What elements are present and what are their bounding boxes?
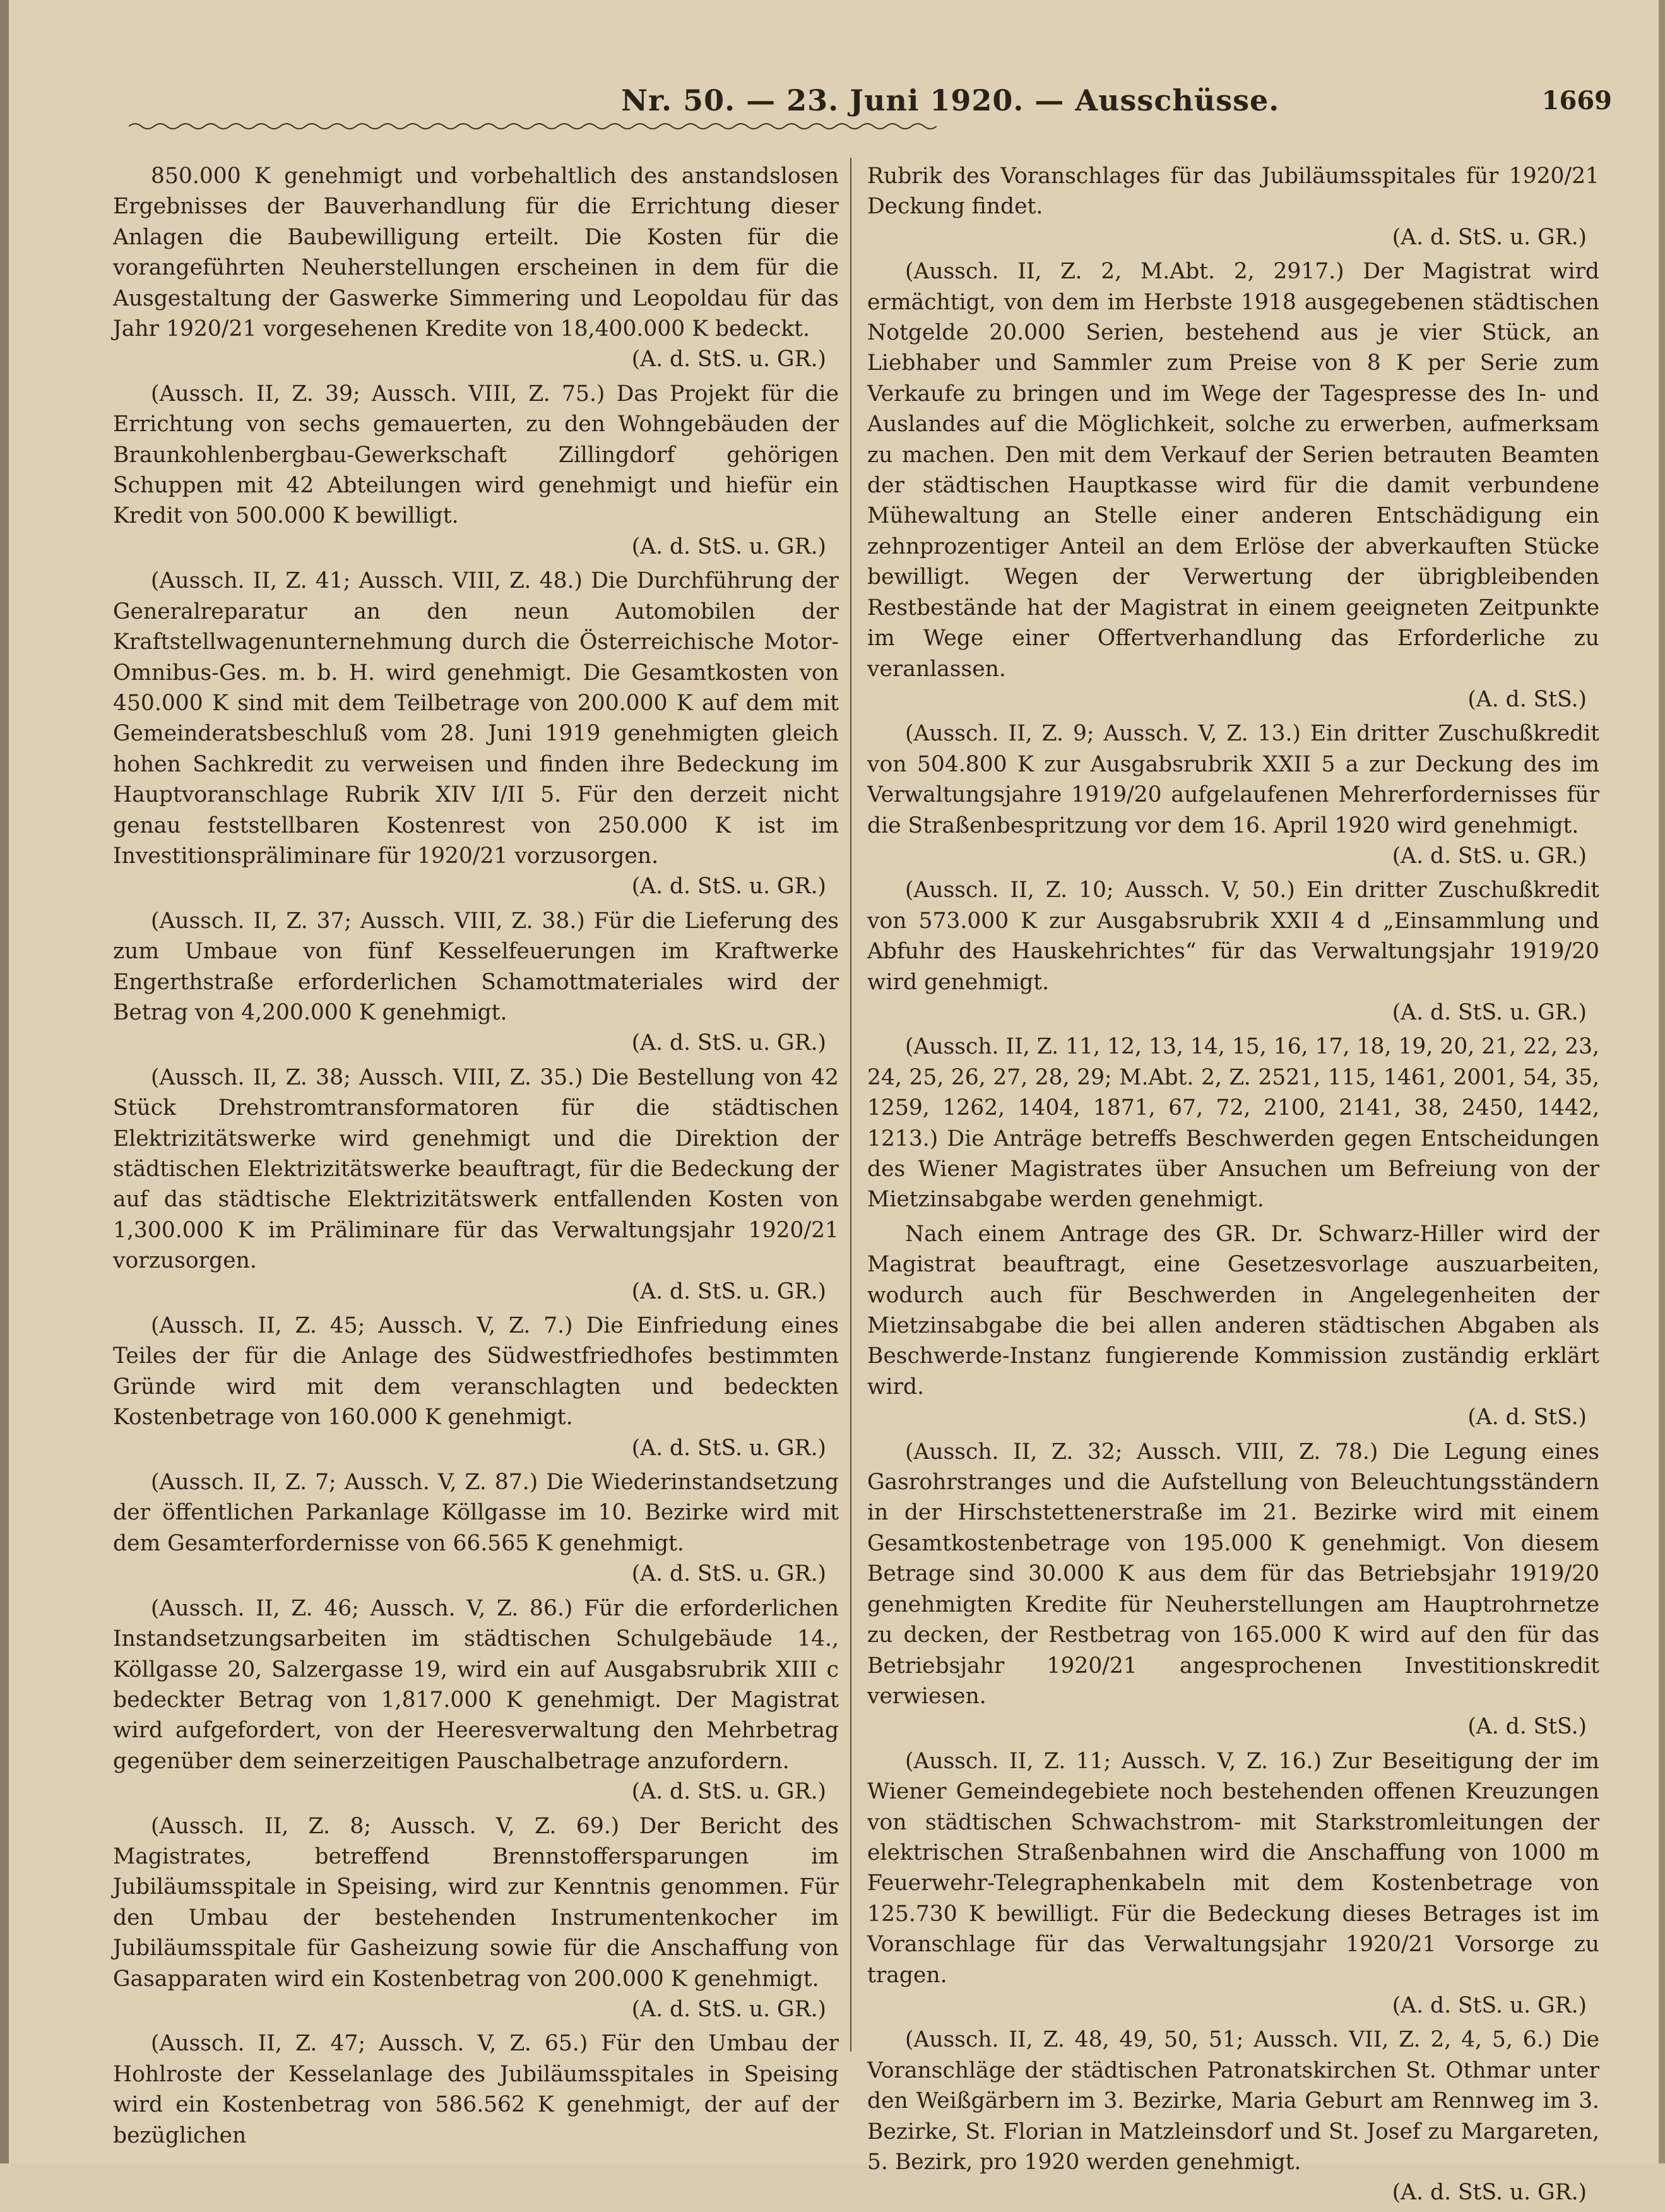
paragraph-text: (Aussch. II, Z. 9; Aussch. V, Z. 13.) Ein dritter Zuschußkredit von 504.800 K zur Ausgabsrubrik XXII 5 a zur Deckung des im Verwaltungsjahre 1919/20 aufgelaufenen Mehrerfordernisses für die Straßenbespritzung vor dem 16. April 1920 wird genehmigt.	[867, 721, 1599, 838]
paragraph-text: (Aussch. II, Z. 8; Aussch. V, Z. 69.) Der Bericht des Magistrates, betreffend Brennstoffersparungen im Jubiläumsspitale in Speising, wird zur Kenntnis genommen. Für den Umbau der bestehenden Instrumentenkocher im Jubiläumsspitale für Gasheizung sowie für die Anschaffung von Gasapparaten wird ein Kostenbetrag von 200.000 K genehmigt.	[113, 1813, 839, 1992]
paragraph-text: (Aussch. II, Z. 11; Aussch. V, Z. 16.) Zur Beseitigung der im Wiener Gemeindegebiete noch bestehenden offenen Kreuzungen von städtischen Schwachstrom- mit Starkstromleitungen der elektrischen Straßenbahnen wird die Anschaffung von 1000 m Feuerwehr-Telegraphenkabeln mit dem Kostenbetrage von 125.730 K bewilligt. Für die Bedeckung dieses Betrages ist im Voranschlage für das Verwaltungsjahr 1920/21 Vorsorge zu tragen.	[867, 1748, 1599, 1988]
paragraph	[867, 161, 1599, 253]
paragraph-text: (Aussch. II, Z. 41; Aussch. VIII, Z. 48.) Die Durchführung der Generalreparatur an den neun Automobilen der Kraftstellwagenunternehmung durch die Österreichische Motor-Omnibus-Ges. m. b. H. wird genehmigt. Die Gesamtkosten von 450.000 K sind mit dem Teilbetrage von 200.000 K auf dem mit Gemeinderatsbeschluß vom 28. Juni 1919 genehmigten gleich hohen Sachkredit zu verweisen und finden ihre Bedeckung im Hauptvoranschlage Rubrik XIV I/II 5. Für den derzeit nicht genau feststellbaren Kostenrest von 250.000 K ist im Investitionspräliminare für 1920/21 vorzusorgen.	[113, 568, 839, 869]
approval-signature: (A. d. StS. u. GR.)	[1392, 2180, 1587, 2206]
approval-signature: (A. d. StS.)	[1467, 686, 1587, 712]
paragraph	[113, 1467, 839, 1590]
paragraph-text: (Aussch. II, Z. 10; Aussch. V, 50.) Ein dritter Zuschußkredit von 573.000 K zur Ausgabsrubrik XXII 4 d „Einsammlung und Abfuhr des Hauskehrichtes“ für das Verwaltungsjahr 1919/20 wird genehmigt.	[867, 877, 1599, 995]
paragraph-text: Rubrik des Voranschlages für das Jubiläumsspitales für 1920/21 Deckung findet.	[867, 164, 1599, 220]
paragraph	[867, 2025, 1599, 2208]
paragraph-text: 850.000 K genehmigt und vorbehaltlich des anstandslosen Ergebnisses der Bauverhandlung für die Errichtung dieser Anlagen die Baubewilligung erteilt. Die Kosten für die vorangeführten Neuherstellungen erscheinen in dem für die Ausgestaltung der Gaswerke Simmering und Leopoldau für das Jahr 1920/21 vorgesehenen Kredite von 18,400.000 K bedeckt.	[113, 164, 839, 342]
paragraph	[113, 1593, 839, 1807]
approval-signature: (A. d. StS. u. GR.)	[631, 533, 826, 559]
paragraph-text: (Aussch. II, Z. 46; Aussch. V, Z. 86.) Für die erforderlichen Instandsetzungsarbeiten im städtischen Schulgebäude 14., Köllgasse 20, Salzergasse 19, wird ein auf Ausgabsrubrik XIII c bedeckter Betrag von 1,817.000 K genehmigt. Der Magistrat wird aufgefordert, von der Heeresverwaltung den Mehrbetrag gegenüber dem seinerzeitigen Pauschalbetrage anzufordern.	[113, 1595, 839, 1774]
paragraph-text: (Aussch. II, Z. 39; Aussch. VIII, Z. 75.) Das Projekt für die Errichtung von sechs gemauerten, zu den Wohngebäuden der Braunkohlenbergbau-Gewerkschaft Zillingdorf gehörigen Schuppen mit 42 Abteilungen wird genehmigt und hiefür ein Kredit von 500.000 K bewilligt.	[113, 381, 839, 529]
paragraph	[113, 2028, 839, 2151]
paragraph-text: (Aussch. II, Z. 2, M.Abt. 2, 2917.) Der Magistrat wird ermächtigt, von dem im Herbste 1918 ausgegebenen städtischen Notgelde 20.000 Serien, bestehend aus je vier Stück, an Liebhaber und Sammler zum Preise von 8 K per Serie zum Verkaufe zu bringen und im Wege der Tagespresse des In- und Auslandes auf die Möglichkeit, solche zu erwerben, aufmerksam zu machen. Den mit dem Verkauf der Serien betrauten Beamten der städtischen Hauptkasse wird für die damit verbundene Mühewaltung an Stelle einer anderen Entschädigung ein zehnprozentiger Anteil an dem Erlöse der abverkauften Stücke bewilligt. Wegen der Verwertung der übrigbleibenden Restbestände hat der Magistrat in einem geeigneten Zeitpunkte im Wege einer Offertverhandlung das Erforderliche zu veranlassen.	[867, 259, 1599, 682]
paragraph	[113, 906, 839, 1059]
column-divider	[850, 158, 851, 2052]
approval-signature: (A. d. StS.)	[1467, 1714, 1587, 1740]
paragraph	[867, 718, 1599, 871]
approval-signature: (A. d. StS. u. GR.)	[1392, 224, 1587, 250]
paragraph	[113, 566, 839, 901]
paragraph	[113, 1062, 839, 1307]
paragraph	[867, 1437, 1599, 1742]
header-title: Nr. 50. — 23. Juni 1920. — Ausschüsse.	[621, 83, 1280, 117]
paragraph-text: (Aussch. II, Z. 45; Aussch. V, Z. 7.) Die Einfriedung eines Teiles der für die Anlage des Südwestfriedhofes bestimmten Gründe wird mit dem veranschlagten und bedeckten Kostenbetrage von 160.000 K genehmigt.	[113, 1313, 839, 1430]
paragraph-text: (Aussch. II, Z. 48, 49, 50, 51; Aussch. VII, Z. 2, 4, 5, 6.) Die Voranschläge der städtischen Patronatskirchen St. Othmar unter den Weißgärbern im 3. Bezirke, Maria Geburt am Rennweg im 3. Bezirke, St. Florian in Matzleinsdorf und St. Josef zu Margareten, 5. Bezirk, pro 1920 werden genehmigt.	[867, 2027, 1599, 2175]
approval-signature: (A. d. StS. u. GR.)	[631, 1030, 826, 1056]
paragraph-text: (Aussch. II, Z. 11, 12, 13, 14, 15, 16, 17, 18, 19, 20, 21, 22, 23, 24, 25, 26, 27, 28, 29; M.Abt. 2, Z. 2521, 115, 1461, 2001, 54, 35, 1259, 1262, 1404, 1871, 67, 72, 2100, 2141, 38, 2450, 1442, 1213.) Die Anträge betreffs Beschwerden gegen Entscheidungen des Wiener Magistrates über Ansuchen um Befreiung von der Mietzinsabgabe werden genehmigt.	[867, 1034, 1599, 1213]
paragraph-text: (Aussch. II, Z. 32; Aussch. VIII, Z. 78.) Die Legung eines Gasrohrstranges und die Aufstellung von Beleuchtungsständern in der Hirschstettenerstraße im 21. Bezirke wird mit einem Gesamtkostenbetrage von 195.000 K genehmigt. Von diesem Betrage sind 30.000 K aus dem für das Betriebsjahr 1919/20 genehmigten Kredite für Neuherstellungen am Hauptrohrnetze zu decken, der Restbetrag von 165.000 K wird auf den für das Betriebsjahr 1920/21 angesprochenen Investitionskredit verwiesen.	[867, 1439, 1599, 1709]
left-column	[113, 161, 839, 2155]
approval-signature: (A. d. StS. u. GR.)	[631, 1435, 826, 1461]
paragraph	[867, 1219, 1599, 1433]
paragraph-text: (Aussch. II, Z. 38; Aussch. VIII, Z. 35.) Die Bestellung von 42 Stück Drehstromtransformatoren für die städtischen Elektrizitätswerke wird genehmigt und die Direktion der städtischen Elektrizitätswerke beauftragt, für die Bedeckung der auf das städtische Elektrizitätswerk entfallenden Kosten von 1,300.000 K im Präliminare für das Verwaltungsjahr 1920/21 vorzusorgen.	[113, 1064, 839, 1274]
approval-signature: (A. d. StS. u. GR.)	[1392, 843, 1587, 869]
right-column	[867, 161, 1599, 2212]
approval-signature: (A. d. StS. u. GR.)	[631, 1779, 826, 1805]
paragraph-text: (Aussch. II, Z. 7; Aussch. V, Z. 87.) Die Wiederinstandsetzung der öffentlichen Parkanlage Köllgasse im 10. Bezirke wird mit dem Gesamterfordernisse von 66.565 K genehmigt.	[113, 1470, 839, 1556]
paragraph	[113, 1811, 839, 2025]
page-number: 1669	[1541, 86, 1612, 116]
paragraph	[113, 379, 839, 562]
approval-signature: (A. d. StS. u. GR.)	[631, 1561, 826, 1587]
approval-signature: (A. d. StS. u. GR.)	[1392, 999, 1587, 1025]
paragraph	[867, 256, 1599, 715]
paragraph	[867, 875, 1599, 1028]
paragraph-text: (Aussch. II, Z. 47; Aussch. V, Z. 65.) Für den Umbau der Hohlroste der Kesselanlage des Jubiläumsspitales in Speising wird ein Kostenbetrag von 586.562 K genehmigt, der auf der bezüglichen	[113, 2031, 839, 2148]
paragraph	[113, 161, 839, 375]
header-rule	[129, 120, 937, 133]
approval-signature: (A. d. StS. u. GR.)	[631, 1996, 826, 2022]
paragraph	[867, 1032, 1599, 1215]
paragraph	[867, 1746, 1599, 2021]
paragraph-text: Nach einem Antrage des GR. Dr. Schwarz-Hiller wird der Magistrat beauftragt, eine Gesetzesvorlage auszuarbeiten, wodurch auch für Beschwerden in Angelegenheiten der Mietzinsabgabe die bei allen anderen städtischen Abgaben als Beschwerde-Instanz fungierende Kommission zuständig erklärt wird.	[867, 1221, 1599, 1400]
paragraph-text: (Aussch. II, Z. 37; Aussch. VIII, Z. 38.) Für die Lieferung des zum Umbaue von fünf Kesselfeuerungen im Kraftwerke Engerthstraße erforderlichen Schamottmateriales wird der Betrag von 4,200.000 K genehmigt.	[113, 908, 839, 1025]
approval-signature: (A. d. StS.)	[1467, 1405, 1587, 1430]
approval-signature: (A. d. StS. u. GR.)	[1392, 1992, 1587, 2018]
approval-signature: (A. d. StS. u. GR.)	[631, 1278, 826, 1304]
paragraph	[113, 1311, 839, 1463]
approval-signature: (A. d. StS. u. GR.)	[631, 874, 826, 900]
approval-signature: (A. d. StS. u. GR.)	[631, 347, 826, 372]
